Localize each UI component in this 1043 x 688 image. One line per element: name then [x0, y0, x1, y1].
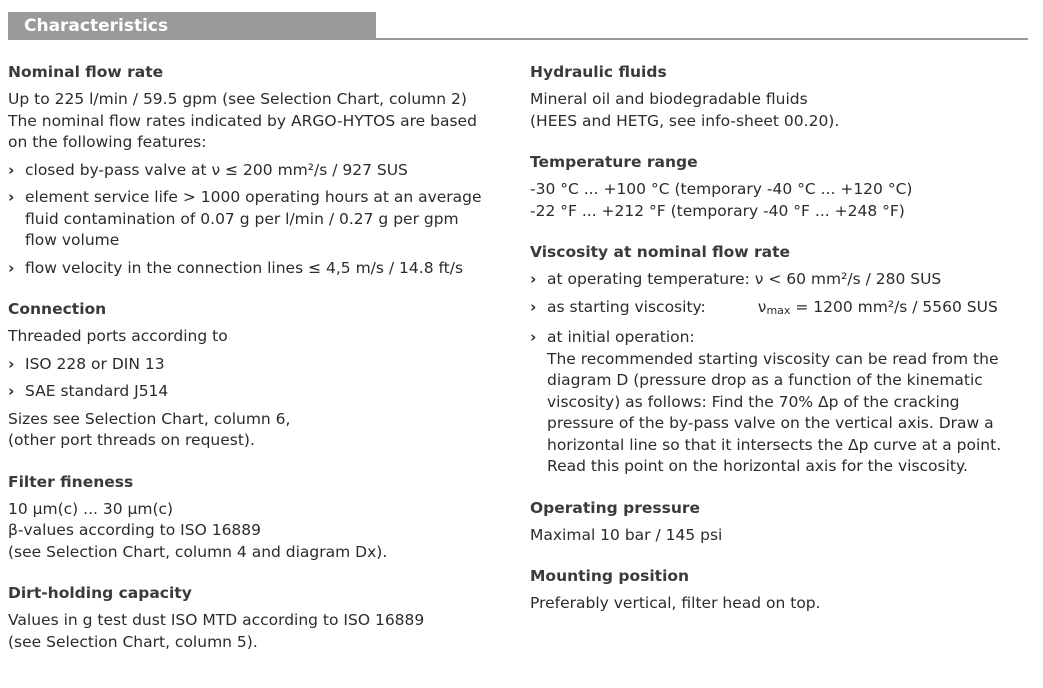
- nominal-flow-title: Nominal flow rate: [8, 63, 164, 81]
- list-item: › at operating temperature: ν < 60 mm²/s / 280 SUS: [530, 269, 1030, 291]
- nominal-flow-list: [8, 160, 488, 280]
- temperature-line-1: -30 °C ... +100 °C (temporary -40 °C ... +120 °C): [530, 180, 913, 198]
- dirt-capacity-line-2: (see Selection Chart, column 5).: [8, 632, 258, 651]
- section-header: [8, 12, 376, 40]
- dirt-capacity-section: [8, 583, 488, 653]
- left-column: [8, 62, 488, 673]
- connection-text-2: Sizes see Selection Chart, column 6,: [8, 409, 291, 428]
- temperature-section: [530, 152, 1030, 222]
- viscosity-list: [530, 269, 1030, 478]
- dirt-capacity-title: Dirt-holding capacity: [8, 584, 192, 602]
- bullet-icon: ›: [8, 258, 15, 277]
- nominal-flow-text-2: The nominal flow rates indicated by ARGO-HYTOS are based on the following features:: [8, 111, 477, 151]
- hydraulic-title: Hydraulic fluids: [530, 63, 667, 81]
- operating-pressure-title: Operating pressure: [530, 498, 701, 517]
- bullet-icon: ›: [530, 270, 537, 288]
- list-item: › closed by-pass valve at ν ≤ 200 mm²/s / 927 SUS: [8, 160, 488, 182]
- bullet-icon: ›: [8, 160, 15, 179]
- viscosity-title: Viscosity at nominal flow rate: [530, 243, 791, 261]
- bullet-icon: ›: [8, 188, 15, 206]
- filter-fineness-line-2: β-values according to ISO 16889: [8, 521, 262, 539]
- connection-list: [8, 354, 488, 403]
- nominal-flow-section: [8, 62, 488, 279]
- mounting-line-1: Preferably vertical, filter head on top.: [530, 594, 821, 612]
- bullet-icon: ›: [8, 382, 15, 400]
- right-column: [530, 62, 1030, 635]
- filter-fineness-line-1: 10 µm(c) ... 30 µm(c): [8, 499, 174, 518]
- operating-pressure-section: [530, 498, 1030, 547]
- connection-section: [8, 299, 488, 452]
- dirt-capacity-line-1: Values in g test dust ISO MTD according to ISO 16889: [8, 611, 425, 629]
- bullet-icon: ›: [8, 354, 15, 373]
- bullet-icon: ›: [530, 297, 537, 316]
- operating-pressure-line-1: Maximal 10 bar / 145 psi: [530, 525, 723, 544]
- bullet-icon: ›: [530, 328, 537, 346]
- header-divider: [376, 38, 1028, 40]
- filter-fineness-line-3: (see Selection Chart, column 4 and diagram Dx).: [8, 542, 388, 561]
- hydraulic-section: [530, 62, 1030, 132]
- temperature-title: Temperature range: [530, 153, 698, 171]
- mounting-title: Mounting position: [530, 567, 690, 585]
- viscosity-section: [530, 242, 1030, 478]
- filter-fineness-section: [8, 472, 488, 564]
- nominal-flow-text-1: Up to 225 l/min / 59.5 gpm (see Selection Chart, column 2): [8, 90, 467, 108]
- connection-text-1: Threaded ports according to: [8, 327, 228, 345]
- hydraulic-line-2: (HEES and HETG, see info-sheet 00.20).: [530, 111, 840, 130]
- list-item: › as starting viscosity: νmax = 1200 mm²/s / 5560 SUS: [530, 297, 998, 317]
- list-item: › at initial operation: The recommended starting viscosity can be read from the diagram D (pressure drop as a function of the kinematic viscosity) as follows: Find the 70% Δp of the cracking pressure of the by-pass valve on the vertical axis. Draw a horizontal line so that it intersects the Δp curve at a point. Read this point on the horizontal axis for the viscosity.: [530, 328, 1002, 475]
- list-item: › SAE standard J514: [8, 381, 488, 403]
- hydraulic-line-1: Mineral oil and biodegradable fluids: [530, 90, 808, 108]
- list-item: › flow velocity in the connection lines ≤ 4,5 m/s / 14.8 ft/s: [8, 258, 488, 280]
- list-item: › element service life > 1000 operating hours at an average fluid contamination of 0.07 g per l/min / 0.27 g per gpm flow volume: [8, 188, 482, 249]
- list-item: › ISO 228 or DIN 13: [8, 354, 488, 376]
- section-header-title: Characteristics: [24, 16, 169, 36]
- connection-text-3: (other port threads on request).: [8, 431, 255, 449]
- connection-title: Connection: [8, 300, 107, 318]
- mounting-section: [530, 566, 1030, 615]
- filter-fineness-title: Filter fineness: [8, 472, 134, 491]
- viscosity-explanation: The recommended starting viscosity can be read from the diagram D (pressure drop as a function of the kinematic viscosity) as follows: Find the 70% Δp of the cracking pressure of the by-pass valve on the vertical axis. Draw a horizontal line so that it intersects the Δp curve at a point. Read this point on the horizontal axis for the viscosity.: [547, 349, 1002, 475]
- temperature-line-2: -22 °F ... +212 °F (temporary -40 °F ... +248 °F): [530, 201, 905, 220]
